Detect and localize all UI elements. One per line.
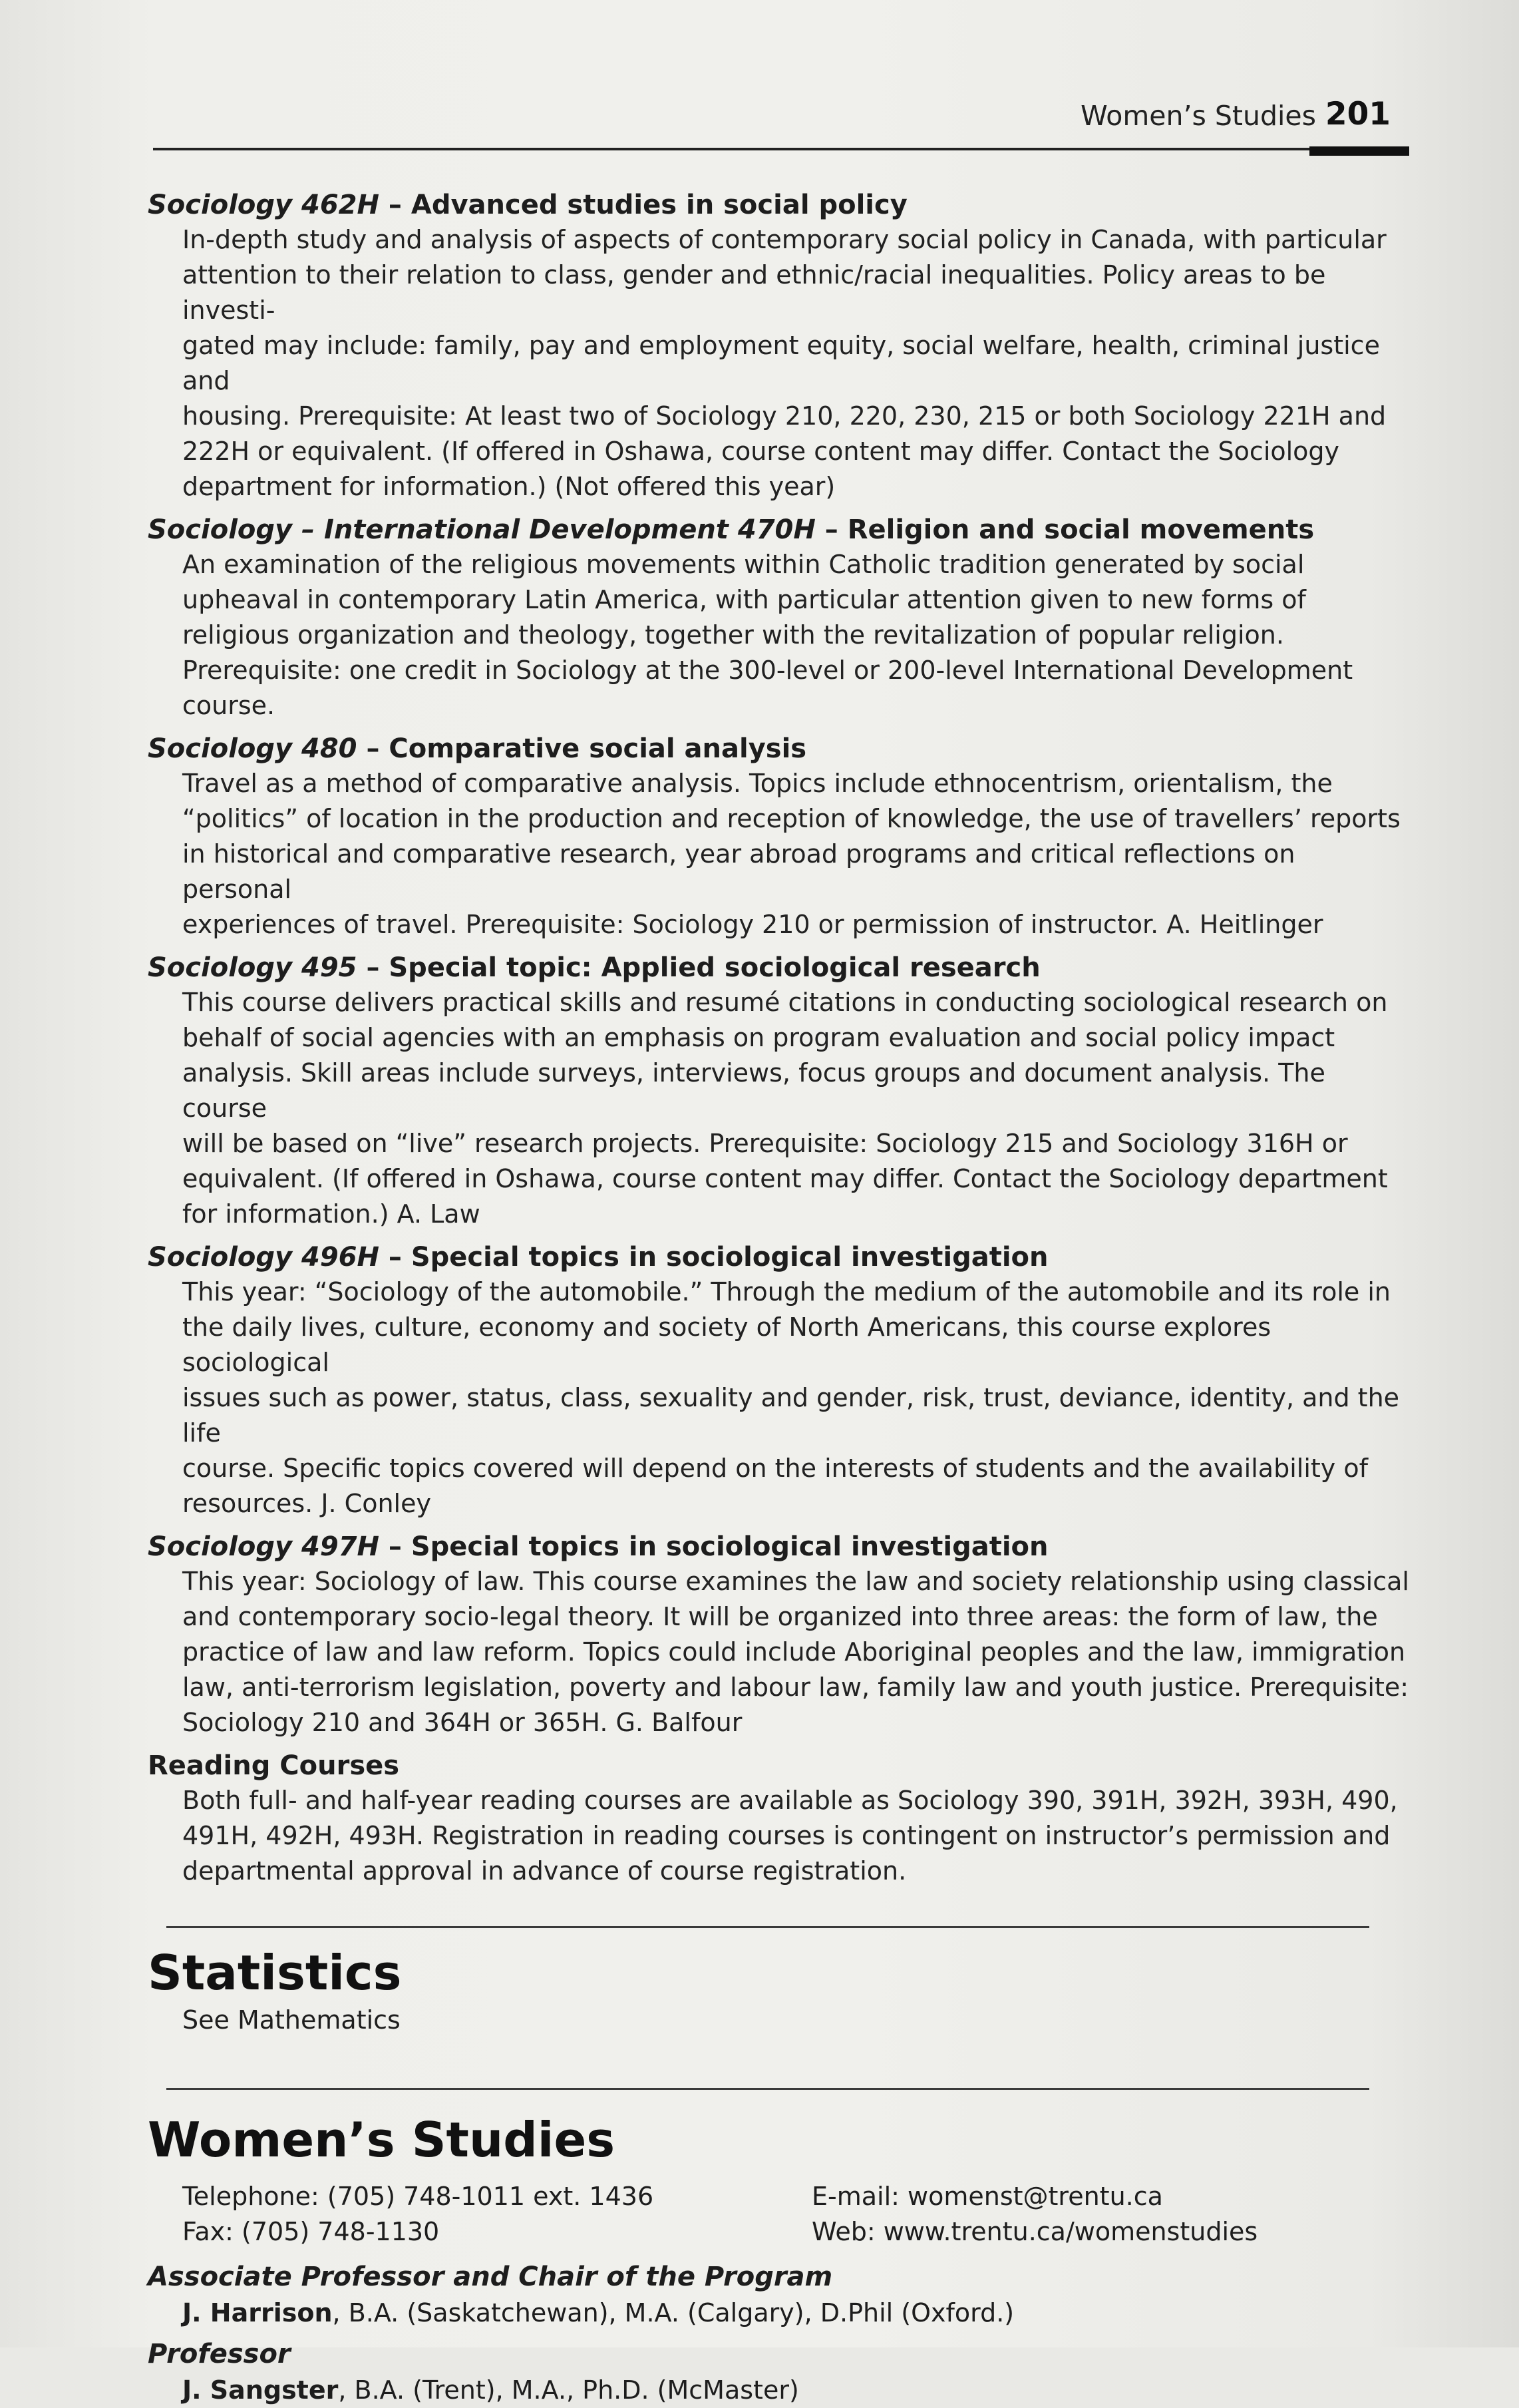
- faculty-credentials: , B.A. (Saskatchewan), M.A. (Calgary), D.Phil (Oxford.): [332, 2298, 1015, 2327]
- faculty-entry: [148, 2336, 1412, 2408]
- faculty-entry: [148, 2259, 1412, 2331]
- contact-info: [182, 2179, 1412, 2259]
- course-heading: Sociology 497H – Special topics in sociological investigation: [148, 1531, 1049, 1562]
- description-line: and contemporary socio-legal theory. It will be organized into three areas: the form of law, the: [182, 1602, 1378, 1631]
- course-description: [182, 985, 1412, 1232]
- course-code: Sociology – International Development 470H: [148, 514, 816, 545]
- reading-courses-heading: Reading Courses: [148, 1750, 400, 1781]
- description-line: Both full- and half-year reading courses are available as Sociology 390, 391H, 392H, 393H, 490,: [182, 1786, 1398, 1815]
- description-line: attention to their relation to class, gender and ethnic/racial inequalities. Policy areas to be investi-: [182, 260, 1326, 325]
- description-line: course. Specific topics covered will depend on the interests of students and the availability of: [182, 1454, 1368, 1483]
- description-line: In-depth study and analysis of aspects of contemporary social policy in Canada, with particular: [182, 225, 1387, 254]
- faculty-person: [182, 2295, 1412, 2331]
- description-line: equivalent. (If offered in Oshawa, course content may differ. Contact the Sociology department: [182, 1164, 1388, 1193]
- description-line: “politics” of location in the production and reception of knowledge, the use of travellers’ reports: [182, 804, 1401, 833]
- description-line: will be based on “live” research projects. Prerequisite: Sociology 215 and Sociology 316H or: [182, 1129, 1348, 1158]
- course-code: Sociology 497H: [148, 1531, 379, 1562]
- description-line: practice of law and law reform. Topics could include Aboriginal peoples and the law, immigration: [182, 1637, 1406, 1667]
- description-line: An examination of the religious movements within Catholic tradition generated by social: [182, 550, 1305, 579]
- fax: Fax: (705) 748-1130: [182, 2217, 440, 2246]
- course-code: Sociology 495: [148, 952, 357, 983]
- course-title: Advanced studies in social policy: [411, 190, 908, 220]
- description-line: the daily lives, culture, economy and society of North Americans, this course explores sociological: [182, 1312, 1271, 1377]
- running-header: [153, 93, 1409, 160]
- course-title: Religion and social movements: [847, 514, 1315, 545]
- course-description: [182, 547, 1412, 723]
- faculty-name: J. Sangster: [182, 2375, 339, 2405]
- course-heading: Sociology 496H – Special topics in sociological investigation: [148, 1242, 1049, 1273]
- header-tab-marker: [1309, 146, 1409, 156]
- womens-studies-heading: Women’s Studies: [148, 2112, 615, 2168]
- description-line: for information.) A. Law: [182, 1199, 480, 1229]
- course-code: Sociology 496H: [148, 1242, 379, 1273]
- statistics-heading: Statistics: [148, 1945, 402, 2001]
- description-line: experiences of travel. Prerequisite: Sociology 210 or permission of instructor. A. Heitlinger: [182, 910, 1323, 939]
- description-line: Sociology 210 and 364H or 365H. G. Balfour: [182, 1708, 743, 1737]
- description-line: Travel as a method of comparative analysis. Topics include ethnocentrism, orientalism, the: [182, 769, 1333, 798]
- telephone: Telephone: (705) 748-1011 ext. 1436: [182, 2182, 654, 2211]
- course-description: [182, 766, 1412, 942]
- course-entry: [148, 188, 1412, 504]
- description-line: Prerequisite: one credit in Sociology at the 300-level or 200-level International Development: [182, 656, 1353, 685]
- course-entry: [148, 512, 1412, 723]
- course-code: Sociology 462H: [148, 190, 379, 220]
- course-heading: Sociology 462H – Advanced studies in social policy: [148, 190, 908, 220]
- website: Web: www.trentu.ca/womenstudies: [812, 2217, 1258, 2246]
- page-number: 201: [1325, 96, 1391, 132]
- course-entry: [148, 1240, 1412, 1521]
- description-line: in historical and comparative research, year abroad programs and critical reflections on personal: [182, 839, 1295, 904]
- reading-courses: [148, 1748, 1412, 1889]
- faculty-role: Professor: [148, 2339, 291, 2369]
- description-line: gated may include: family, pay and employment equity, social welfare, health, criminal justice and: [182, 331, 1380, 395]
- faculty-role: Associate Professor and Chair of the Program: [148, 2262, 833, 2292]
- page-content: [148, 188, 1412, 2408]
- course-entry: [148, 731, 1412, 942]
- course-code: Sociology 480: [148, 733, 357, 764]
- course-title: Special topics in sociological investigation: [411, 1242, 1049, 1273]
- description-line: upheaval in contemporary Latin America, with particular attention given to new forms of: [182, 585, 1306, 614]
- reading-courses-description: [182, 1783, 1412, 1889]
- statistics-see-reference: See Mathematics: [182, 2005, 401, 2035]
- course-heading: Sociology 480 – Comparative social analysis: [148, 733, 807, 764]
- faculty-name: J. Harrison: [182, 2298, 333, 2327]
- description-line: resources. J. Conley: [182, 1489, 431, 1518]
- description-line: housing. Prerequisite: At least two of Sociology 210, 220, 230, 215 or both Sociology 221H and: [182, 401, 1387, 431]
- description-line: 491H, 492H, 493H. Registration in reading courses is contingent on instructor’s permission and: [182, 1821, 1391, 1850]
- course-title: Comparative social analysis: [389, 733, 807, 764]
- contact-phone-block: [182, 2179, 653, 2250]
- course-entry: [148, 1529, 1412, 1740]
- description-line: This year: Sociology of law. This course examines the law and society relationship using classical: [182, 1567, 1409, 1596]
- description-line: issues such as power, status, class, sexuality and gender, risk, trust, deviance, identity, and the life: [182, 1383, 1400, 1448]
- description-line: departmental approval in advance of course registration.: [182, 1856, 907, 1886]
- header-section-title: Women’s Studies: [1081, 100, 1316, 132]
- faculty-credentials: , B.A. (Trent), M.A., Ph.D. (McMaster): [338, 2375, 799, 2405]
- course-heading: Sociology – International Development 470H – Religion and social movements: [148, 514, 1315, 545]
- course-entry: [148, 950, 1412, 1232]
- course-description: [182, 1275, 1412, 1521]
- course-heading: Sociology 495 – Special topic: Applied sociological research: [148, 952, 1041, 983]
- contact-online-block: [812, 2179, 1258, 2250]
- course-title: Special topics in sociological investigation: [411, 1531, 1049, 1562]
- description-line: law, anti-terrorism legislation, poverty and labour law, family law and youth justice. Prerequisite:: [182, 1673, 1409, 1702]
- course-description: [182, 222, 1412, 504]
- course-title: Special topic: Applied sociological research: [389, 952, 1041, 983]
- description-line: behalf of social agencies with an emphasis on program evaluation and social policy impact: [182, 1023, 1335, 1052]
- description-line: 222H or equivalent. (If offered in Oshawa, course content may differ. Contact the Sociology: [182, 437, 1340, 466]
- course-description: [182, 1564, 1412, 1740]
- description-line: department for information.) (Not offered this year): [182, 472, 836, 501]
- description-line: course.: [182, 691, 275, 720]
- email: E-mail: womenst@trentu.ca: [812, 2182, 1163, 2211]
- faculty-person: [182, 2372, 1412, 2408]
- description-line: analysis. Skill areas include surveys, interviews, focus groups and document analysis. The course: [182, 1058, 1325, 1123]
- description-line: This course delivers practical skills and resumé citations in conducting sociological research on: [182, 988, 1388, 1017]
- description-line: religious organization and theology, together with the revitalization of popular religion.: [182, 620, 1284, 650]
- header-rule: [153, 148, 1409, 150]
- description-line: This year: “Sociology of the automobile.” Through the medium of the automobile and its role in: [182, 1277, 1391, 1306]
